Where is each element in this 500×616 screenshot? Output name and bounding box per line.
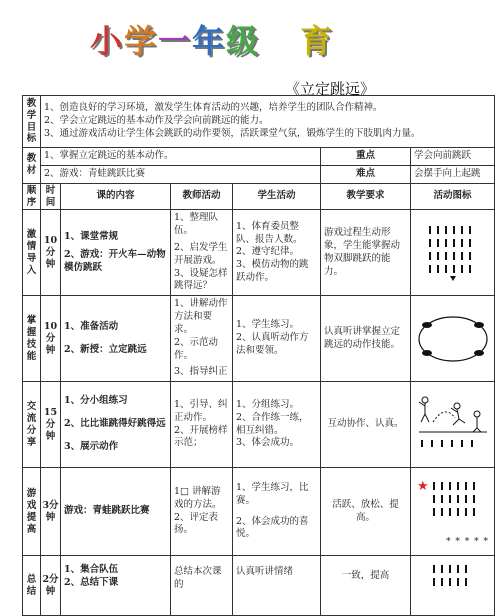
teacher-item: 总结本次课的	[174, 566, 222, 590]
student-item: 1、分组练习。	[236, 399, 300, 410]
content-item: 2、比比谁跳得好跳得远	[64, 418, 166, 430]
material-item: 2、游戏：青蛙跳跃比赛	[41, 165, 321, 183]
objective-item: 3、通过游戏活动让学生体会跳跃的动作要领，活跃课堂气氛，锻炼学生的下肢肌肉力量。	[44, 127, 421, 139]
objectives-content	[41, 96, 495, 148]
stage-label: 激情导入	[23, 210, 41, 296]
lesson-content	[61, 382, 171, 468]
student-activity	[233, 382, 321, 468]
content-item: 游戏：青蛙跳跃比赛	[64, 505, 150, 517]
student-activity	[233, 556, 321, 616]
circle-formation-icon	[415, 309, 491, 369]
key-point-label	[321, 148, 411, 166]
col-content: 课的内容	[61, 183, 171, 210]
student-item: 2、合作练一练，相互纠错。	[236, 411, 309, 436]
stage-time: 15分钟	[41, 382, 61, 468]
activity-diagram	[411, 382, 495, 468]
title-char: 一	[158, 22, 193, 60]
formation-diagram-icon	[423, 223, 483, 283]
student-item: 认真听讲情绪	[236, 566, 294, 578]
requirements-text: 互动协作、认真。	[321, 382, 411, 468]
content-item: 1、集合队伍	[64, 564, 119, 576]
activity-diagram	[411, 468, 495, 556]
stage-label: 掌握技能	[23, 296, 41, 382]
student-item: 2、遵守纪律。	[236, 246, 300, 258]
student-item: 1、学生练习。	[236, 319, 300, 331]
stage-label: 总结	[23, 556, 41, 616]
col-diagram: 活动图标	[411, 183, 495, 210]
title-char: 学	[124, 22, 159, 60]
student-item: 2、体会成功的喜悦。	[236, 515, 309, 540]
student-item: 1、体育委员整队、报告人数。	[236, 220, 303, 245]
key-point-value: 学会向前跳跃	[411, 148, 495, 166]
stage-time: 3分钟	[41, 468, 61, 556]
assembly-formation-icon	[423, 557, 483, 587]
stage-time: 10分钟	[41, 210, 61, 296]
col-teacher: 教师活动	[171, 183, 233, 210]
jumping-figures-icon	[415, 392, 491, 458]
stage-label: 交流分享	[23, 382, 41, 468]
content-item: 2、总结下课	[64, 576, 119, 588]
lesson-content	[61, 296, 171, 382]
content-item: 3、展示动作	[64, 441, 119, 453]
teacher-activity	[171, 556, 233, 616]
title-char: 级	[226, 22, 261, 60]
table-row	[23, 296, 495, 382]
activity-diagram	[411, 556, 495, 616]
student-item: 3、体会成功。	[236, 437, 300, 449]
page-title	[90, 16, 334, 62]
stage-label: 游戏提高	[23, 468, 41, 556]
key-point-label-text: 重点	[355, 150, 375, 161]
table-row	[23, 382, 495, 468]
teacher-item: 1、引导、纠正动作。	[174, 399, 228, 423]
materials-row-2	[23, 165, 495, 183]
teacher-item: 3、指导纠正	[174, 366, 228, 378]
title-char: 育	[300, 22, 335, 60]
teacher-activity	[171, 210, 233, 296]
student-item: 1、学生练习，比赛。	[236, 482, 309, 506]
teacher-activity	[171, 296, 233, 382]
table-row	[23, 468, 495, 556]
student-activity	[233, 296, 321, 382]
requirements-text: 一致，提高	[321, 556, 411, 616]
activity-diagram	[411, 210, 495, 296]
requirements-text: 活跃、放松、提高。	[321, 468, 411, 556]
lesson-plan-table	[22, 95, 495, 616]
materials-label: 教材	[23, 148, 41, 184]
content-item: 1、分小组练习	[64, 395, 128, 407]
column-header-row	[23, 183, 495, 210]
objective-item: 1、创造良好的学习环境，激发学生体育活动的兴趣，培养学生的团队合作精神。	[44, 102, 383, 114]
lesson-content	[61, 556, 171, 616]
teacher-item: 1、整理队伍。	[174, 212, 219, 237]
difficult-point-label: 难点	[321, 165, 411, 183]
content-item: 2、新授：立定跳远	[64, 343, 147, 355]
teacher-activity	[171, 382, 233, 468]
content-item: 2、游戏：开火车—动物模仿跳跃	[64, 249, 166, 274]
stars-row: * * * * *	[446, 536, 490, 547]
stage-time: 10分钟	[41, 296, 61, 382]
teacher-item: 1、讲解动作方法和要求。	[174, 298, 228, 335]
objectives-label: 教学目标	[23, 96, 41, 148]
stage-time: 2分钟	[41, 556, 61, 616]
col-time: 时间	[41, 183, 61, 210]
race-formation-icon	[415, 476, 491, 536]
requirements-text: 游戏过程生动形象，学生能掌握动物双脚跳跃的能力。	[321, 210, 411, 296]
table-row	[23, 210, 495, 296]
teacher-item: 1□ 讲解游戏的方法。	[174, 486, 222, 510]
teacher-activity	[171, 468, 233, 556]
col-requirements: 教学要求	[321, 183, 411, 210]
svg-text:★: ★	[416, 478, 429, 494]
requirements-text: 认真听讲掌握立定跳远的动作技能。	[321, 296, 411, 382]
difficult-point-value: 会摆手向上起跳	[411, 165, 495, 183]
teacher-item: 2、评定表扬。	[174, 511, 219, 536]
activity-diagram	[411, 296, 495, 382]
content-item: 1、课堂常规	[64, 230, 119, 242]
col-student: 学生活动	[233, 183, 321, 210]
table-row	[23, 556, 495, 616]
objectives-row	[23, 96, 495, 148]
lesson-content	[61, 468, 171, 556]
lesson-content	[61, 210, 171, 296]
lesson-subtitle: 《立定跳远》	[285, 80, 376, 98]
teacher-item: 2、开展榜样示范；	[174, 424, 228, 449]
title-char: 小	[90, 22, 125, 60]
objective-item: 2、学会立定跳远的基本动作及学会向前跳远的能力。	[44, 115, 269, 127]
material-item: 1、掌握立定跳远的基本动作。	[41, 148, 321, 166]
student-activity	[233, 468, 321, 556]
student-activity	[233, 210, 321, 296]
teacher-item: 2、启发学生开展游戏。	[174, 242, 228, 266]
teacher-item: 2、示范动作。	[174, 336, 219, 361]
student-item: 3、模仿动物的跳跃动作。	[236, 259, 309, 284]
materials-row	[23, 148, 495, 166]
content-item: 1、准备活动	[64, 320, 119, 332]
student-item: 2、认真听动作方法和要领。	[236, 332, 309, 357]
title-char: 年	[192, 22, 227, 60]
title-area	[0, 8, 500, 98]
col-order: 顺序	[23, 183, 41, 210]
teacher-item: 3、设疑怎样跳得远？	[174, 267, 228, 292]
